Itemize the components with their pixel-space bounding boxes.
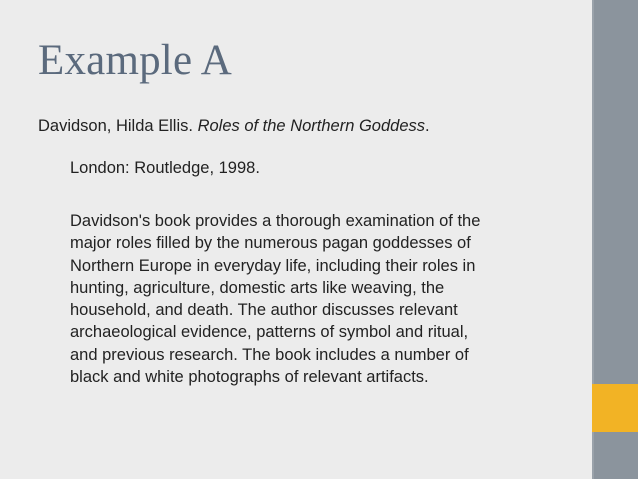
citation-book-title: Roles of the Northern Goddess	[197, 117, 426, 135]
annotation-line: household, and death. The author discusses relevant	[70, 301, 458, 320]
citation-author: Davidson, Hilda Ellis.	[38, 117, 198, 135]
annotation-line: and previous research. The book includes a number of	[70, 345, 469, 364]
citation-title-end: .	[425, 117, 430, 135]
annotation-line: Davidson's book provides a thorough examination of the	[70, 212, 481, 230]
annotation-paragraph	[70, 210, 570, 388]
annotation-line: major roles filled by the numerous pagan goddesses of	[70, 234, 471, 253]
citation-line	[38, 117, 430, 136]
annotation-line: black and white photographs of relevant artifacts.	[70, 368, 429, 387]
annotation-line: hunting, agriculture, domestic arts like weaving, the	[70, 278, 445, 297]
annotation-line: archaeological evidence, patterns of symbol and ritual,	[70, 323, 469, 342]
accent-block	[592, 384, 638, 432]
citation-publication: London: Routledge, 1998.	[70, 159, 260, 177]
slide-title: Example A	[38, 37, 233, 84]
annotation-line: Northern Europe in everyday life, including their roles in	[70, 256, 476, 275]
